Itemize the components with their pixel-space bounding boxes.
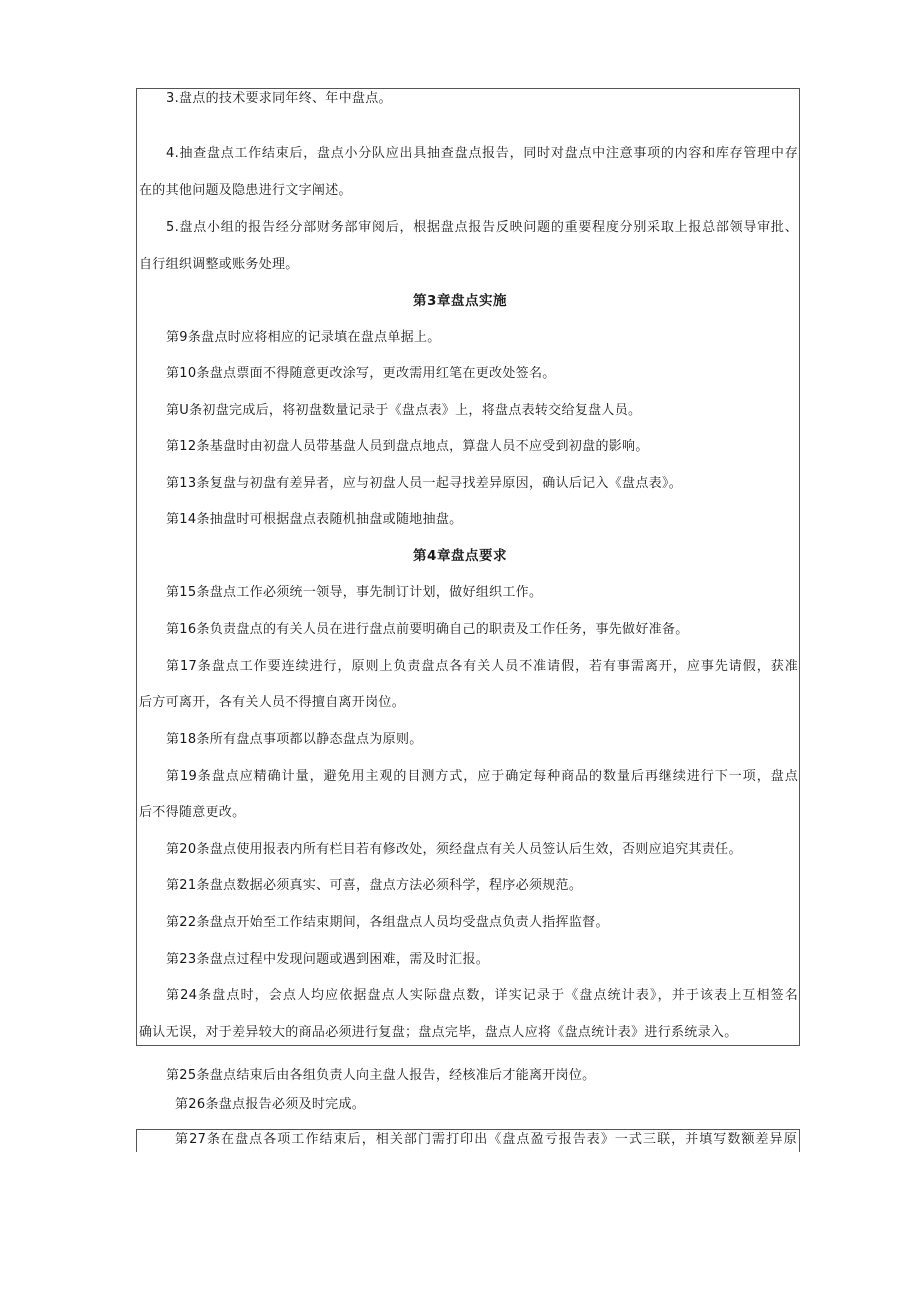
chapter-4-heading: 第4章盘点要求 — [413, 548, 507, 564]
article-line: 第15条盘点工作必须统一领导，事先制订计划，做好组织工作。 — [166, 585, 543, 600]
article-line: 第13条复盘与初盘有差异者，应与初盘人员一起寻找差异原因，确认后记入《盘点表》。 — [166, 476, 683, 491]
article-line: 第21条盘点数据必须真实、可喜，盘点方法必须科学，程序必须规范。 — [166, 878, 583, 893]
paragraph-line: 3.盘点的技术要求同年终、年中盘点。 — [166, 91, 392, 106]
article-line: 第18条所有盘点事项都以静态盘点为原则。 — [166, 732, 423, 747]
article-line: 第27条在盘点各项工作结束后，相关部门需打印出《盘点盈亏报告表》一式三联，并填写数额差异原 — [175, 1132, 797, 1147]
article-line: 第23条盘点过程中发现问题或遇到困难，需及时汇报。 — [166, 952, 490, 967]
article-line: 第14条抽盘时可根据盘点表随机抽盘或随地抽盘。 — [166, 512, 463, 527]
article-line: 第U条初盘完成后，将初盘数量记录于《盘点表》上，将盘点表转交给复盘人员。 — [166, 403, 642, 418]
article-line: 第24条盘点时，会点人均应依据盘点人实际盘点数，详实记录于《盘点统计表》，并于该表上互相签名 — [166, 988, 798, 1003]
article-line: 第25条盘点结束后由各组负责人向主盘人报告，经核准后才能离开岗位。 — [166, 1068, 596, 1083]
article-line: 第20条盘点使用报表内所有栏目若有修改处，须经盘点有关人员签认后生效，否则应追究其责任。 — [166, 842, 742, 857]
article-line: 第10条盘点票面不得随意更改涂写，更改需用红笔在更改处签名。 — [166, 366, 556, 381]
article-line: 第22条盘点开始至工作结束期间，各组盘点人员均受盘点负责人指挥监督。 — [166, 915, 609, 930]
article-line: 后方可离开，各有关人员不得擅自离开岗位。 — [139, 695, 406, 710]
paragraph-line: 5.盘点小组的报告经分部财务部审阅后，根据盘点报告反映问题的重要程度分别采取上报总部领导审批、 — [166, 220, 798, 235]
paragraph-line: 自行组织调整或账务处理。 — [139, 257, 299, 272]
article-line: 第26条盘点报告必须及时完成。 — [175, 1097, 366, 1112]
article-line: 确认无误，对于差异较大的商品必须进行复盘；盘点完毕，盘点人应将《盘点统计表》进行系统录入。 — [139, 1025, 738, 1040]
paragraph-line: 4.抽查盘点工作结束后，盘点小分队应出具抽查盘点报告，同时对盘点中注意事项的内容和库存管理中存 — [166, 146, 798, 161]
article-line: 第9条盘点时应将相应的记录填在盘点单据上。 — [166, 330, 441, 345]
article-line: 第17条盘点工作要连续进行，原则上负责盘点各有关人员不准请假，若有事需离开，应事先请假，获准 — [166, 659, 798, 674]
article-line: 第16条负责盘点的有关人员在进行盘点前要明确自己的职责及工作任务，事先做好准备。 — [166, 622, 689, 637]
article-line: 后不得随意更改。 — [139, 805, 246, 820]
article-line: 第12条基盘时由初盘人员带基盘人员到盘点地点，算盘人员不应受到初盘的影响。 — [166, 439, 649, 454]
chapter-3-heading: 第3章盘点实施 — [413, 293, 507, 309]
paragraph-line: 在的其他问题及隐患进行文字阐述。 — [139, 183, 352, 198]
article-line: 第19条盘点应精确计量，避免用主观的目测方式，应于确定每种商品的数量后再继续进行下一项，盘点 — [166, 769, 798, 784]
